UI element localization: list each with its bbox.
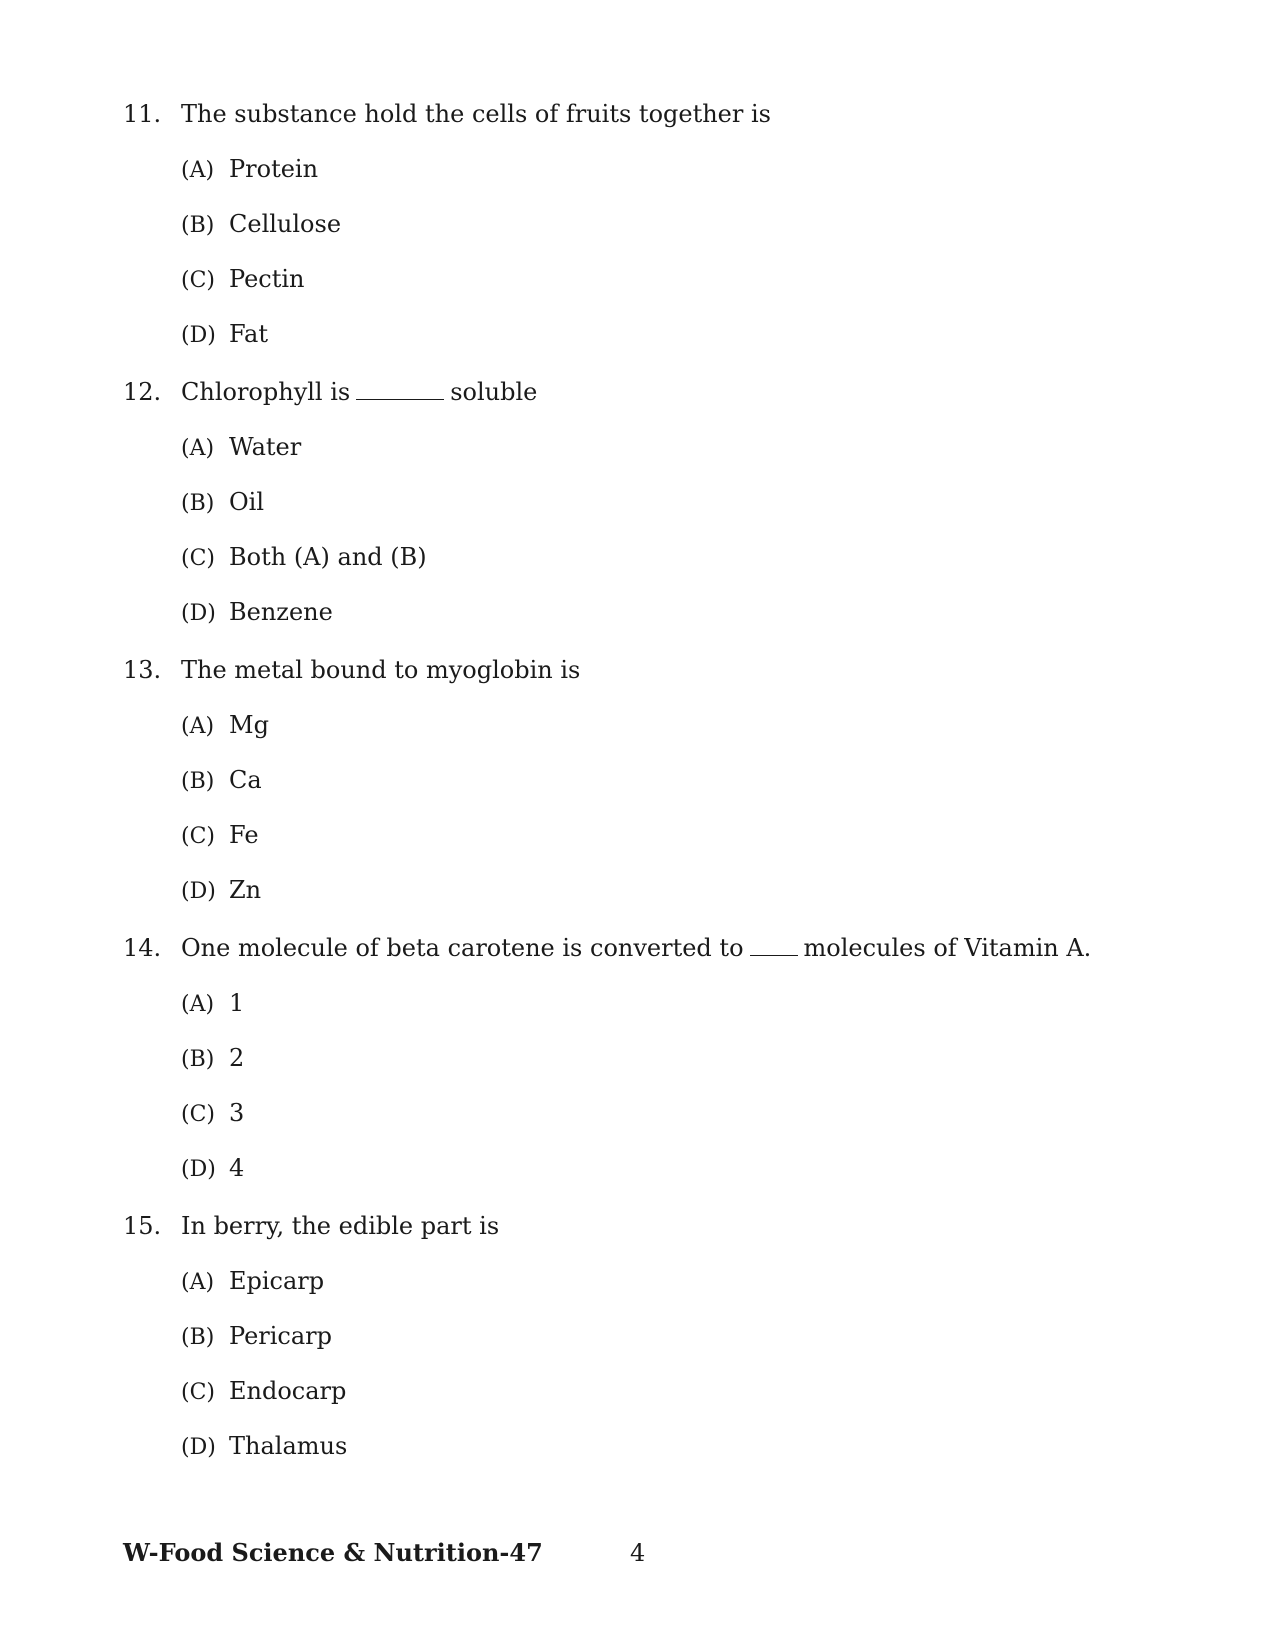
question-number: 12. bbox=[123, 378, 162, 406]
option-text: Cellulose bbox=[229, 210, 342, 238]
question-text-before: One molecule of beta carotene is converted to bbox=[181, 934, 744, 962]
option-letter: (B) bbox=[181, 213, 215, 238]
option-letter: (B) bbox=[181, 1325, 215, 1350]
option-d bbox=[123, 320, 1123, 348]
option-a bbox=[123, 989, 1123, 1017]
question-text bbox=[181, 934, 1091, 962]
option-letter: (D) bbox=[181, 601, 216, 626]
question-11 bbox=[123, 100, 1123, 348]
option-b bbox=[123, 488, 1123, 516]
option-letter: (C) bbox=[181, 546, 215, 571]
option-text: Thalamus bbox=[229, 1432, 348, 1460]
option-letter: (A) bbox=[181, 992, 215, 1017]
question-number: 13. bbox=[123, 656, 162, 684]
page-number: 4 bbox=[630, 1539, 646, 1567]
question-text: The substance hold the cells of fruits together is bbox=[181, 100, 771, 128]
option-letter: (A) bbox=[181, 714, 215, 739]
option-text: Benzene bbox=[229, 598, 333, 626]
option-letter: (C) bbox=[181, 824, 215, 849]
option-text: Fe bbox=[229, 821, 259, 849]
option-a bbox=[123, 711, 1123, 739]
option-c bbox=[123, 265, 1123, 293]
option-letter: (C) bbox=[181, 1102, 215, 1127]
option-c bbox=[123, 543, 1123, 571]
question-text-before: Chlorophyll is bbox=[181, 378, 351, 406]
option-text: Fat bbox=[229, 320, 268, 348]
option-text: Protein bbox=[229, 155, 319, 183]
option-a bbox=[123, 1267, 1123, 1295]
option-text: 4 bbox=[229, 1154, 245, 1182]
question-number: 11. bbox=[123, 100, 162, 128]
option-text: 3 bbox=[229, 1099, 245, 1127]
option-letter: (D) bbox=[181, 1435, 216, 1460]
question-text: The metal bound to myoglobin is bbox=[181, 656, 581, 684]
option-letter: (D) bbox=[181, 323, 216, 348]
option-letter: (B) bbox=[181, 491, 215, 516]
question-number: 14. bbox=[123, 934, 162, 962]
option-letter: (C) bbox=[181, 268, 215, 293]
option-c bbox=[123, 1099, 1123, 1127]
option-a bbox=[123, 155, 1123, 183]
option-text: 1 bbox=[229, 989, 245, 1017]
question-14 bbox=[123, 934, 1123, 1182]
option-d bbox=[123, 1432, 1123, 1460]
option-letter: (B) bbox=[181, 1047, 215, 1072]
option-b bbox=[123, 1322, 1123, 1350]
footer-paper-title: W-Food Science & Nutrition-47 bbox=[123, 1538, 543, 1567]
question-stem bbox=[123, 1212, 1123, 1240]
option-b bbox=[123, 210, 1123, 238]
option-text: Zn bbox=[229, 876, 262, 904]
option-text: Both (A) and (B) bbox=[229, 543, 427, 571]
option-a bbox=[123, 433, 1123, 461]
option-letter: (A) bbox=[181, 436, 215, 461]
option-letter: (D) bbox=[181, 1157, 216, 1182]
option-b bbox=[123, 1044, 1123, 1072]
question-15 bbox=[123, 1212, 1123, 1460]
option-letter: (C) bbox=[181, 1380, 215, 1405]
question-stem bbox=[123, 378, 1123, 406]
option-d bbox=[123, 1154, 1123, 1182]
option-c bbox=[123, 1377, 1123, 1405]
question-12 bbox=[123, 378, 1123, 626]
option-b bbox=[123, 766, 1123, 794]
question-stem bbox=[123, 934, 1123, 962]
option-text: Pericarp bbox=[229, 1322, 333, 1350]
answer-blank bbox=[750, 937, 798, 956]
option-letter: (A) bbox=[181, 158, 215, 183]
question-text-after: molecules of Vitamin A. bbox=[803, 934, 1092, 962]
option-text: 2 bbox=[229, 1044, 245, 1072]
question-number: 15. bbox=[123, 1212, 162, 1240]
question-13 bbox=[123, 656, 1123, 904]
question-text-after: soluble bbox=[450, 378, 538, 406]
option-letter: (D) bbox=[181, 879, 216, 904]
option-d bbox=[123, 598, 1123, 626]
option-text: Epicarp bbox=[229, 1267, 325, 1295]
option-text: Pectin bbox=[229, 265, 305, 293]
question-stem bbox=[123, 100, 1123, 128]
option-text: Water bbox=[229, 433, 302, 461]
option-letter: (A) bbox=[181, 1270, 215, 1295]
option-d bbox=[123, 876, 1123, 904]
answer-blank bbox=[356, 381, 444, 400]
option-letter: (B) bbox=[181, 769, 215, 794]
option-text: Endocarp bbox=[229, 1377, 347, 1405]
option-c bbox=[123, 821, 1123, 849]
question-stem bbox=[123, 656, 1123, 684]
option-text: Mg bbox=[229, 711, 269, 739]
option-text: Ca bbox=[229, 766, 262, 794]
question-text bbox=[181, 378, 537, 406]
question-text: In berry, the edible part is bbox=[181, 1212, 500, 1240]
option-text: Oil bbox=[229, 488, 265, 516]
